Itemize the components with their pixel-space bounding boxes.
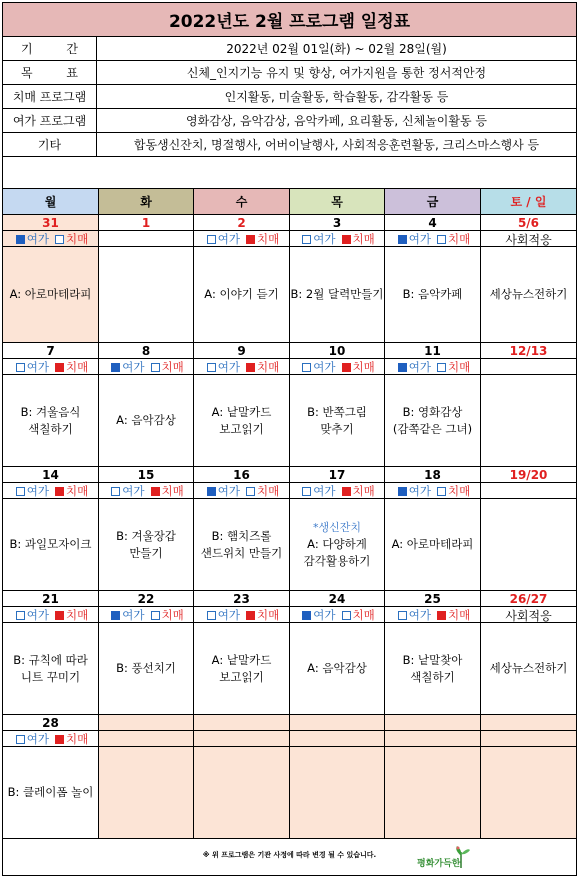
type-cell	[99, 731, 194, 747]
activity-text: 세상뉴스전하기	[489, 287, 568, 301]
yeoga-label: 여가	[26, 608, 49, 622]
yeoga-label: 여가	[313, 608, 336, 622]
yeoga-label: 여가	[313, 232, 336, 246]
logo	[417, 842, 473, 872]
weekday-header: 토 / 일	[481, 189, 576, 215]
type-cell	[290, 731, 385, 747]
footer-notice: ※ 위 프로그램은 기관 사정에 따라 변경 될 수 있습니다.	[202, 851, 377, 859]
info-value: 신체_인지기능 유지 및 향상, 여가지원을 통한 정서적안정	[186, 66, 487, 80]
unchecked-box-icon	[302, 235, 311, 244]
program-type-row	[290, 483, 384, 499]
date-cell: 16	[194, 467, 290, 483]
type-cell	[99, 483, 194, 499]
type-cell	[290, 359, 385, 375]
yeoga-label: 여가	[408, 608, 431, 622]
date-cell: 14	[3, 467, 99, 483]
chime-label: 치매	[66, 608, 89, 622]
type-cell	[3, 231, 99, 247]
activity-text: A: 이야기 듣기	[204, 287, 279, 301]
activity-cell	[99, 623, 194, 715]
unchecked-box-icon	[398, 611, 407, 620]
activity-cell	[290, 247, 385, 343]
date-cell: 21	[3, 591, 99, 607]
date-cell: 22	[99, 591, 194, 607]
date-cell: 15	[99, 467, 194, 483]
checked-box-icon	[342, 363, 351, 372]
weekday-header: 월	[3, 189, 99, 215]
activity-text: A: 다양하게	[307, 537, 367, 551]
activity-cell	[481, 747, 576, 839]
date-cell: 8	[99, 343, 194, 359]
yeoga-label: 여가	[408, 484, 431, 498]
schedule-sheet	[2, 2, 577, 876]
yeoga-label: 여가	[122, 608, 145, 622]
date-cell	[385, 715, 481, 731]
type-cell	[3, 607, 99, 623]
date-cell: 17	[290, 467, 385, 483]
unchecked-box-icon	[16, 487, 25, 496]
program-type-row	[385, 607, 480, 623]
activity-cell	[385, 623, 481, 715]
type-cell	[194, 359, 290, 375]
info-row	[3, 61, 576, 85]
chime-label: 치매	[352, 360, 375, 374]
type-cell	[290, 231, 385, 247]
checked-box-icon	[246, 363, 255, 372]
activity-cell	[3, 747, 99, 839]
type-cell	[3, 731, 99, 747]
checked-box-icon	[151, 487, 160, 496]
yeoga-label: 여가	[122, 484, 145, 498]
activity-text: A: 낱말카드	[211, 652, 272, 667]
unchecked-box-icon	[302, 363, 311, 372]
activity-text: (감쪽같은 그녀)	[392, 421, 473, 436]
date-cell	[99, 715, 194, 731]
activity-cell	[481, 247, 576, 343]
type-cell	[194, 483, 290, 499]
date-cell: 4	[385, 215, 481, 231]
info-label-part: 표	[66, 66, 78, 80]
activity-cell	[385, 499, 481, 591]
activity-text: B: 반쪽그림	[307, 404, 367, 419]
activity-text: 보고읽기	[219, 421, 264, 436]
program-type-row	[3, 231, 98, 247]
chime-label: 치매	[352, 484, 375, 498]
program-type-row: 사회적응	[505, 608, 552, 623]
program-type-row	[99, 231, 193, 247]
program-type-row	[481, 359, 576, 375]
chime-label: 치매	[66, 360, 89, 374]
chime-label: 치매	[257, 232, 280, 246]
type-cell	[385, 731, 481, 747]
type-cell	[385, 231, 481, 247]
activity-text: 보고읽기	[219, 669, 264, 684]
activity-text: A: 음악감상	[116, 413, 176, 427]
type-cell	[385, 483, 481, 499]
program-type-row	[3, 483, 98, 499]
info-value: 2022년 02월 01일(화) ~ 02월 28일(월)	[226, 42, 447, 56]
activity-text: B: 음악카페	[402, 287, 463, 301]
activity-text: 감각활용하기	[303, 554, 371, 568]
chime-label: 치매	[161, 484, 184, 498]
activity-text: B: 햄치즈롤	[211, 528, 272, 543]
program-type-row	[194, 607, 289, 623]
checked-box-icon	[246, 611, 255, 620]
type-cell	[481, 359, 576, 375]
yeoga-label: 여가	[26, 232, 49, 246]
yeoga-label: 여가	[26, 732, 49, 746]
yeoga-label: 여가	[217, 484, 240, 498]
weekday-header: 화	[99, 189, 194, 215]
program-type-row	[99, 359, 193, 375]
activity-cell	[481, 375, 576, 467]
yeoga-label: 여가	[408, 360, 431, 374]
program-type-row	[385, 231, 480, 247]
activity-text: 맞추기	[320, 421, 354, 436]
activity-cell	[194, 247, 290, 343]
checked-box-icon	[302, 611, 311, 620]
chime-label: 치매	[66, 232, 89, 246]
yeoga-label: 여가	[313, 360, 336, 374]
date-cell	[290, 715, 385, 731]
weekday-header: 금	[385, 189, 481, 215]
checked-box-icon	[16, 235, 25, 244]
program-type-row	[99, 483, 193, 499]
yeoga-label: 여가	[313, 484, 336, 498]
activity-text: B: 2월 달력만들기	[290, 287, 384, 301]
date-cell	[481, 715, 576, 731]
unchecked-box-icon	[111, 487, 120, 496]
unchecked-box-icon	[207, 235, 216, 244]
type-cell	[481, 731, 576, 747]
checked-box-icon	[246, 235, 255, 244]
activity-cell	[385, 375, 481, 467]
date-cell: 5/6	[481, 215, 576, 231]
chime-label: 치매	[257, 484, 280, 498]
type-cell	[3, 359, 99, 375]
date-cell: 19/20	[481, 467, 576, 483]
program-type-row	[194, 731, 289, 747]
info-row	[3, 109, 576, 133]
type-cell	[194, 731, 290, 747]
checked-box-icon	[207, 487, 216, 496]
type-cell	[290, 483, 385, 499]
chime-label: 치매	[352, 608, 375, 622]
activity-cell	[99, 499, 194, 591]
activity-text: A: 낱말카드	[211, 404, 272, 419]
info-label	[3, 37, 97, 60]
date-cell: 25	[385, 591, 481, 607]
activity-cell	[290, 499, 385, 591]
chime-label: 치매	[448, 360, 471, 374]
info-value: 합동생신잔치, 명절행사, 어버이날행사, 사회적응훈련활동, 크리스마스행사 등	[133, 138, 540, 152]
chime-label: 치매	[161, 360, 184, 374]
program-type-row	[481, 731, 576, 747]
activity-cell	[3, 247, 99, 343]
program-type-row	[99, 607, 193, 623]
info-label-part: 기	[21, 42, 33, 56]
program-type-row: 사회적응	[505, 232, 552, 247]
activity-cell	[3, 499, 99, 591]
activity-text: B: 낱말찾아	[402, 652, 463, 667]
type-cell	[385, 607, 481, 623]
program-type-row	[194, 359, 289, 375]
unchecked-box-icon	[302, 487, 311, 496]
program-type-row	[290, 731, 384, 747]
date-cell: 24	[290, 591, 385, 607]
checked-box-icon	[111, 363, 120, 372]
type-cell	[481, 483, 576, 499]
info-row	[3, 85, 576, 109]
date-cell: 7	[3, 343, 99, 359]
info-label: 치매 프로그램	[3, 85, 97, 108]
info-label: 여가 프로그램	[3, 109, 97, 132]
weekday-header: 목	[290, 189, 385, 215]
type-cell	[99, 607, 194, 623]
yeoga-label: 여가	[408, 232, 431, 246]
activity-cell	[99, 247, 194, 343]
type-cell	[481, 607, 576, 623]
activity-cell	[290, 747, 385, 839]
date-cell: 1	[99, 215, 194, 231]
activity-text: 샌드위치 만들기	[200, 545, 283, 560]
info-label	[3, 61, 97, 84]
activity-text: 색칠하기	[28, 421, 73, 436]
info-label-part: 간	[66, 42, 78, 56]
program-type-row	[3, 359, 98, 375]
activity-text: B: 영화감상	[402, 404, 463, 419]
unchecked-box-icon	[437, 363, 446, 372]
type-cell	[194, 231, 290, 247]
checked-box-icon	[342, 235, 351, 244]
date-cell	[194, 715, 290, 731]
type-cell	[99, 231, 194, 247]
chime-label: 치매	[448, 232, 471, 246]
program-type-row	[290, 607, 384, 623]
checked-box-icon	[398, 487, 407, 496]
program-type-row	[3, 607, 98, 623]
unchecked-box-icon	[16, 611, 25, 620]
activity-cell	[194, 623, 290, 715]
program-type-row	[385, 731, 480, 747]
activity-cell	[3, 623, 99, 715]
program-type-row	[194, 231, 289, 247]
activity-cell	[290, 375, 385, 467]
yeoga-label: 여가	[217, 360, 240, 374]
yeoga-label: 여가	[26, 360, 49, 374]
activity-cell	[194, 747, 290, 839]
type-cell	[385, 359, 481, 375]
date-cell: 10	[290, 343, 385, 359]
type-cell	[194, 607, 290, 623]
program-type-row	[385, 359, 480, 375]
date-cell: 23	[194, 591, 290, 607]
info-row	[3, 37, 576, 61]
weekday-header: 수	[194, 189, 290, 215]
activity-cell	[3, 375, 99, 467]
program-type-row	[99, 731, 193, 747]
yeoga-label: 여가	[26, 484, 49, 498]
unchecked-box-icon	[151, 363, 160, 372]
activity-cell	[99, 747, 194, 839]
activity-cell	[385, 747, 481, 839]
activity-text: A: 음악감상	[307, 661, 367, 675]
type-cell	[290, 607, 385, 623]
activity-cell	[194, 499, 290, 591]
type-cell	[481, 231, 576, 247]
unchecked-box-icon	[437, 487, 446, 496]
info-row	[3, 133, 576, 157]
info-value: 영화감상, 음악감상, 음악카페, 요리활동, 신체놀이활동 등	[186, 114, 487, 128]
activity-cell	[290, 623, 385, 715]
yeoga-label: 여가	[217, 232, 240, 246]
chime-label: 치매	[257, 608, 280, 622]
program-type-row	[3, 731, 98, 747]
chime-label: 치매	[161, 608, 184, 622]
unchecked-box-icon	[16, 363, 25, 372]
info-value: 인지활동, 미술활동, 학습활동, 감각활동 등	[224, 90, 449, 104]
date-cell: 2	[194, 215, 290, 231]
checked-box-icon	[55, 735, 64, 744]
program-type-row	[290, 231, 384, 247]
date-cell: 11	[385, 343, 481, 359]
unchecked-box-icon	[342, 611, 351, 620]
date-cell: 31	[3, 215, 99, 231]
activity-text: 만들기	[129, 545, 163, 560]
activity-text: 니트 꾸미기	[20, 669, 81, 684]
activity-text: B: 겨울장갑	[116, 528, 176, 543]
activity-text: B: 규칙에 따라	[13, 652, 88, 667]
date-cell: 12/13	[481, 343, 576, 359]
activity-text: 세상뉴스전하기	[489, 661, 568, 675]
spacer-row	[3, 157, 576, 189]
unchecked-box-icon	[246, 487, 255, 496]
footer	[3, 838, 576, 875]
type-cell	[99, 359, 194, 375]
checked-box-icon	[437, 611, 446, 620]
checked-box-icon	[55, 611, 64, 620]
activity-note: *생신잔치	[312, 521, 361, 534]
unchecked-box-icon	[55, 235, 64, 244]
checked-box-icon	[398, 235, 407, 244]
date-cell: 26/27	[481, 591, 576, 607]
activity-text: B: 클레이폼 놀이	[7, 785, 94, 799]
checked-box-icon	[111, 611, 120, 620]
chime-label: 치매	[257, 360, 280, 374]
program-type-row	[385, 483, 480, 499]
activity-cell	[481, 499, 576, 591]
program-type-row	[481, 483, 576, 499]
date-cell: 3	[290, 215, 385, 231]
svg-text:평화가득한: 평화가득한	[417, 859, 461, 869]
checked-box-icon	[398, 363, 407, 372]
unchecked-box-icon	[207, 611, 216, 620]
checked-box-icon	[55, 363, 64, 372]
type-cell	[3, 483, 99, 499]
activity-text: 색칠하기	[410, 669, 455, 684]
date-cell: 9	[194, 343, 290, 359]
date-cell: 18	[385, 467, 481, 483]
chime-label: 치매	[448, 608, 471, 622]
activity-cell	[481, 623, 576, 715]
activity-text: A: 아로마테라피	[9, 287, 92, 301]
program-type-row	[194, 483, 289, 499]
info-label-part: 목	[21, 66, 33, 80]
yeoga-label: 여가	[217, 608, 240, 622]
activity-text: B: 풍선치기	[116, 661, 176, 675]
unchecked-box-icon	[207, 363, 216, 372]
chime-label: 치매	[448, 484, 471, 498]
info-label: 기타	[3, 133, 97, 156]
unchecked-box-icon	[16, 735, 25, 744]
activity-cell	[385, 247, 481, 343]
yeoga-label: 여가	[122, 360, 145, 374]
activity-text: A: 아로마테라피	[391, 537, 474, 551]
unchecked-box-icon	[151, 611, 160, 620]
chime-label: 치매	[66, 732, 89, 746]
date-cell: 28	[3, 715, 99, 731]
page-title: 2022년도 2월 프로그램 일정표	[3, 3, 576, 37]
program-type-row	[290, 359, 384, 375]
unchecked-box-icon	[437, 235, 446, 244]
activity-cell	[99, 375, 194, 467]
chime-label: 치매	[66, 484, 89, 498]
activity-cell	[194, 375, 290, 467]
checked-box-icon	[55, 487, 64, 496]
checked-box-icon	[342, 487, 351, 496]
activity-text: B: 겨울음식	[20, 404, 81, 419]
activity-text: B: 과일모자이크	[9, 537, 92, 551]
chime-label: 치매	[352, 232, 375, 246]
